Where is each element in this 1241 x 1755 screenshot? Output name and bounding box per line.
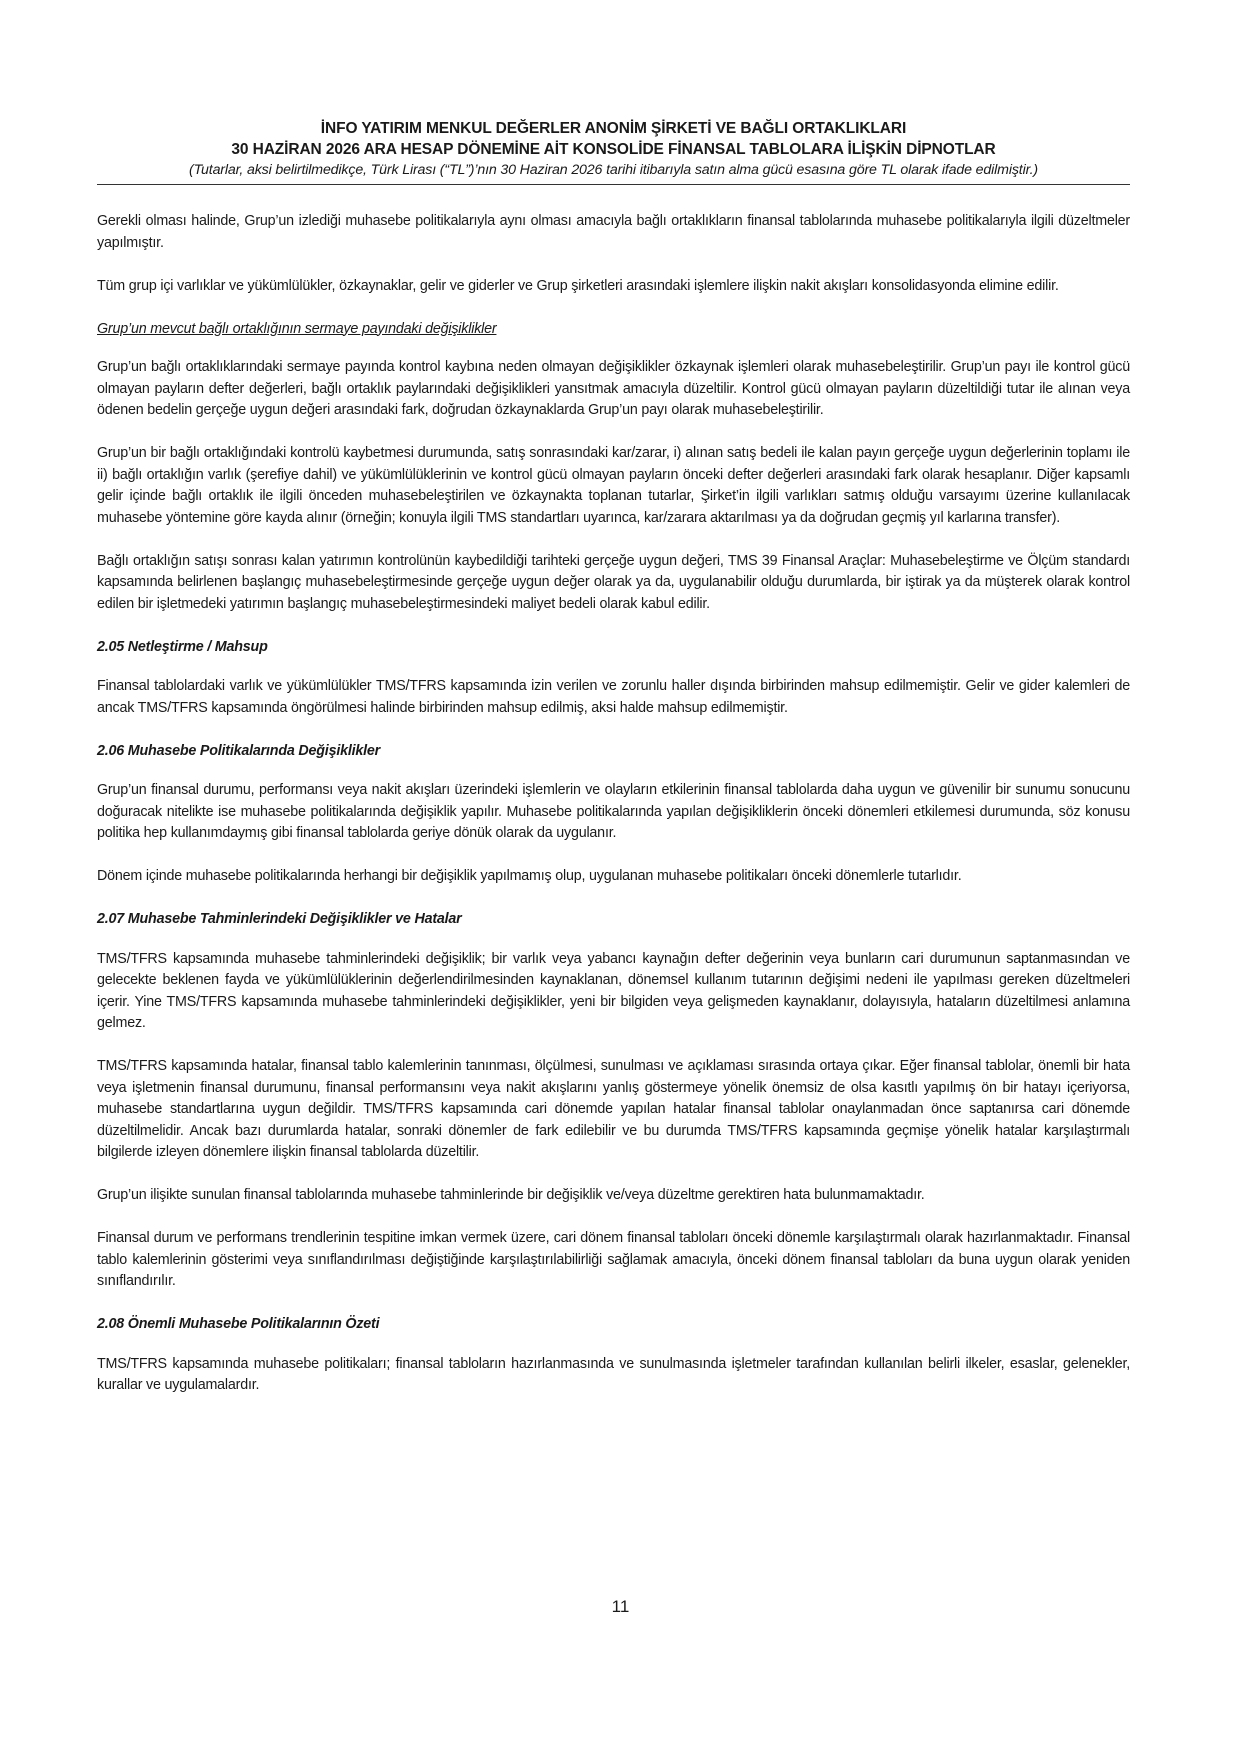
subheading-ownership-changes: Grup’un mevcut bağlı ortaklığının sermaye payındaki değişiklikler <box>97 320 497 337</box>
paragraph-policy-changes: Grup’un finansal durumu, performansı veya nakit akışları üzerindeki işlemlerin ve olayların etkilerinin finansal tablolarda daha uygun ve güvenilir bir sunumu sonucunu doğuracak nitelikte ise muhasebe politikalarında değişiklik yapılır. Muhasebe politikalarında yapılan değişikliklerin önceki dönemleri etkilemesi durumunda, söz konusu politika hep kullanımdaymış gibi finansal tablolarda geriye dönük olarak da uygulanır. <box>97 782 1130 841</box>
paragraph-equity-transactions: Grup’un bağlı ortaklıklarındaki sermaye payında kontrol kaybına neden olmayan değişiklikler özkaynak işlemleri olarak muhasebeleştirilir. Grup’un payı ile kontrol gücü olmayan payların defter değerleri, bağlı ortaklık paylarındaki değişiklikleri yansıtmak amacıyla düzeltilir. Kontrol gücü olmayan payların düzeltildiği tutar ile alınan veya ödenen bedelin gerçeğe uygun değeri arasındaki fark, doğrudan özkaynaklarda Grup’un payı olarak muhasebeleştirilir. <box>97 359 1130 418</box>
header-divider <box>97 184 1130 185</box>
paragraph-loss-of-control: Grup’un bir bağlı ortaklığındaki kontrolü kaybetmesi durumunda, satış sonrasındaki kar/zarar, i) alınan satış bedeli ile kalan payın gerçeğe uygun değerlerinin toplamı ile ii) bağlı ortaklığın varlık (şerefiye dahil) ve yükümlülüklerinin ve kontrol gücü olmayan payların önceki defter değerleri arasındaki fark olarak hesaplanır. Diğer kapsamlı gelir içinde bağlı ortaklık ile ilgili önceden muhasebeleştirilen ve özkaynakta toplanan tutarlar, Şirket’in ilgili varlıkları satmış olduğu varsayımı üzerine kullanılacak muhasebe yöntemine göre kayda alınır (örneğin; konuyla ilgili TMS standartları uyarınca, kar/zarara aktarılması ya da doğrudan geçmiş yıl karlarına transfer). <box>97 445 1130 526</box>
paragraph-comparative-reclassification: Finansal durum ve performans trendlerinin tespitine imkan vermek üzere, cari dönem finansal tabloları önceki dönemle karşılaştırmalı olarak hazırlanmaktadır. Finansal tablo kalemlerinin gösterimi veya sınıflandırılması değiştiğinde karşılaştırılabilirliği sağlamak amacıyla, önceki dönem finansal tabloları da buna uygun olarak yeniden sınıflandırılır. <box>97 1230 1130 1289</box>
page-number: 11 <box>611 1597 630 1616</box>
document-header <box>97 118 1130 180</box>
document-body <box>97 211 1130 1418</box>
paragraph-estimate-changes: TMS/TFRS kapsamında muhasebe tahminlerindeki değişiklik; bir varlık veya yabancı kaynağın defter değerinin veya bunların cari durumunun saptanmasından ve gelecekte beklenen fayda ve yükümlülüklerinin değerlendirilmesinden kaynaklanan, dönemsel kullanım tutarının değişimi nedeni ile yapılması gereken düzeltmeleri içerir. Yine TMS/TFRS kapsamında muhasebe tahminlerindeki değişiklikler, yeni bir bilgiden veya gelişmeden kaynaklanır, dolayısıyla, hataların düzeltilmesi anlamına gelmez. <box>97 950 1130 1031</box>
paragraph-policy-consistency: Dönem içinde muhasebe politikalarında herhangi bir değişiklik yapılmamış olup, uygulanan muhasebe politikaları önceki dönemlerle tutarlıdır. <box>97 868 962 884</box>
section-heading-2-05: 2.05 Netleştirme / Mahsup <box>97 638 268 655</box>
paragraph-no-errors: Grup’un ilişikte sunulan finansal tablolarında muhasebe tahminlerinde bir değişiklik ve/veya düzeltme gerektiren hata bulunmamaktadır. <box>97 1187 925 1203</box>
section-heading-2-06: 2.06 Muhasebe Politikalarında Değişiklikler <box>97 742 381 759</box>
section-heading-2-08: 2.08 Önemli Muhasebe Politikalarının Özeti <box>97 1316 380 1332</box>
paragraph-policy-summary: TMS/TFRS kapsamında muhasebe politikaları; finansal tabloların hazırlanmasında ve sunulmasında işletmeler tarafından kullanılan belirli ilkeler, esaslar, gelenekler, kurallar ve uygulamalardır. <box>97 1355 1130 1393</box>
paragraph-consolidation-adjustments: Gerekli olması halinde, Grup’un izlediği muhasebe politikalarıyla aynı olması amacıyla bağlı ortaklıkların finansal tablolarında muhasebe politikalarıyla ilgili düzeltmeler yapılmıştır. <box>97 213 1130 251</box>
paragraph-errors: TMS/TFRS kapsamında hatalar, finansal tablo kalemlerinin tanınması, ölçülmesi, sunulması ve açıklaması sırasında ortaya çıkar. Eğer finansal tablolar, önemli bir hata veya işletmenin finansal durumunu, finansal performansını veya nakit akışlarını yanlış göstermeye yönelik önemsiz de olsa kasıtlı yapılmış ön bir hatayı içeriyorsa, muhasebe standartlarına uygun değildir. TMS/TFRS kapsamında cari dönemde yapılan hatalar finansal tablolar onaylanmadan önce saptanırsa cari dönemde düzeltilmelidir. Ancak bazı durumlarda hatalar, sonraki dönemler de fark edilebilir ve bu durumda TMS/TFRS kapsamında geçmişe yönelik hatalar karşılaştırmalı bilgilerde izleyen dönemlere ilişkin finansal tablolarda düzeltilir. <box>97 1058 1130 1160</box>
paragraph-retained-investment: Bağlı ortaklığın satışı sonrası kalan yatırımın kontrolünün kaybedildiği tarihteki gerçeğe uygun değeri, TMS 39 Finansal Araçlar: Muhasebeleştirme ve Ölçüm standardı kapsamında belirlenen başlangıç muhasebeleştirmesinde gerçeğe uygun değer olarak ya da, uygulanabilir olduğu durumlarda, bir iştirak ya da müşterek olarak kontrol edilen bir işletmedeki yatırımın başlangıç muhasebeleştirmesindeki maliyet bedeli olarak kabul edilir. <box>97 552 1130 612</box>
company-title: İNFO YATIRIM MENKUL DEĞERLER ANONİM ŞİRKETİ VE BAĞLI ORTAKLIKLARI <box>320 120 907 137</box>
paragraph-offsetting: Finansal tablolardaki varlık ve yükümlülükler TMS/TFRS kapsamında izin verilen ve zorunlu haller dışında birbirinden mahsup edilmemiştir. Gelir ve gider kalemleri de ancak TMS/TFRS kapsamında öngörülmesi halinde birbirinden mahsup edilmiş, aksi halde mahsup edilmemiştir. <box>97 678 1130 716</box>
report-title: 30 HAZİRAN 2026 ARA HESAP DÖNEMİNE AİT KONSOLİDE FİNANSAL TABLOLARA İLİŞKİN DİPNOTLAR <box>231 141 996 158</box>
paragraph-intra-group-elimination: Tüm grup içi varlıklar ve yükümlülükler, özkaynaklar, gelir ve giderler ve Grup şirketleri arasındaki işlemlere ilişkin nakit akışları konsolidasyonda elimine edilir. <box>97 277 1059 294</box>
section-heading-2-07: 2.07 Muhasebe Tahminlerindeki Değişiklikler ve Hatalar <box>97 911 462 927</box>
currency-note: (Tutarlar, aksi belirtilmedikçe, Türk Lirası (“TL”)’nın 30 Haziran 2026 tarihi itibarıyla satın alma gücü esasına göre TL olarak ifade edilmiştir.) <box>189 162 1038 178</box>
